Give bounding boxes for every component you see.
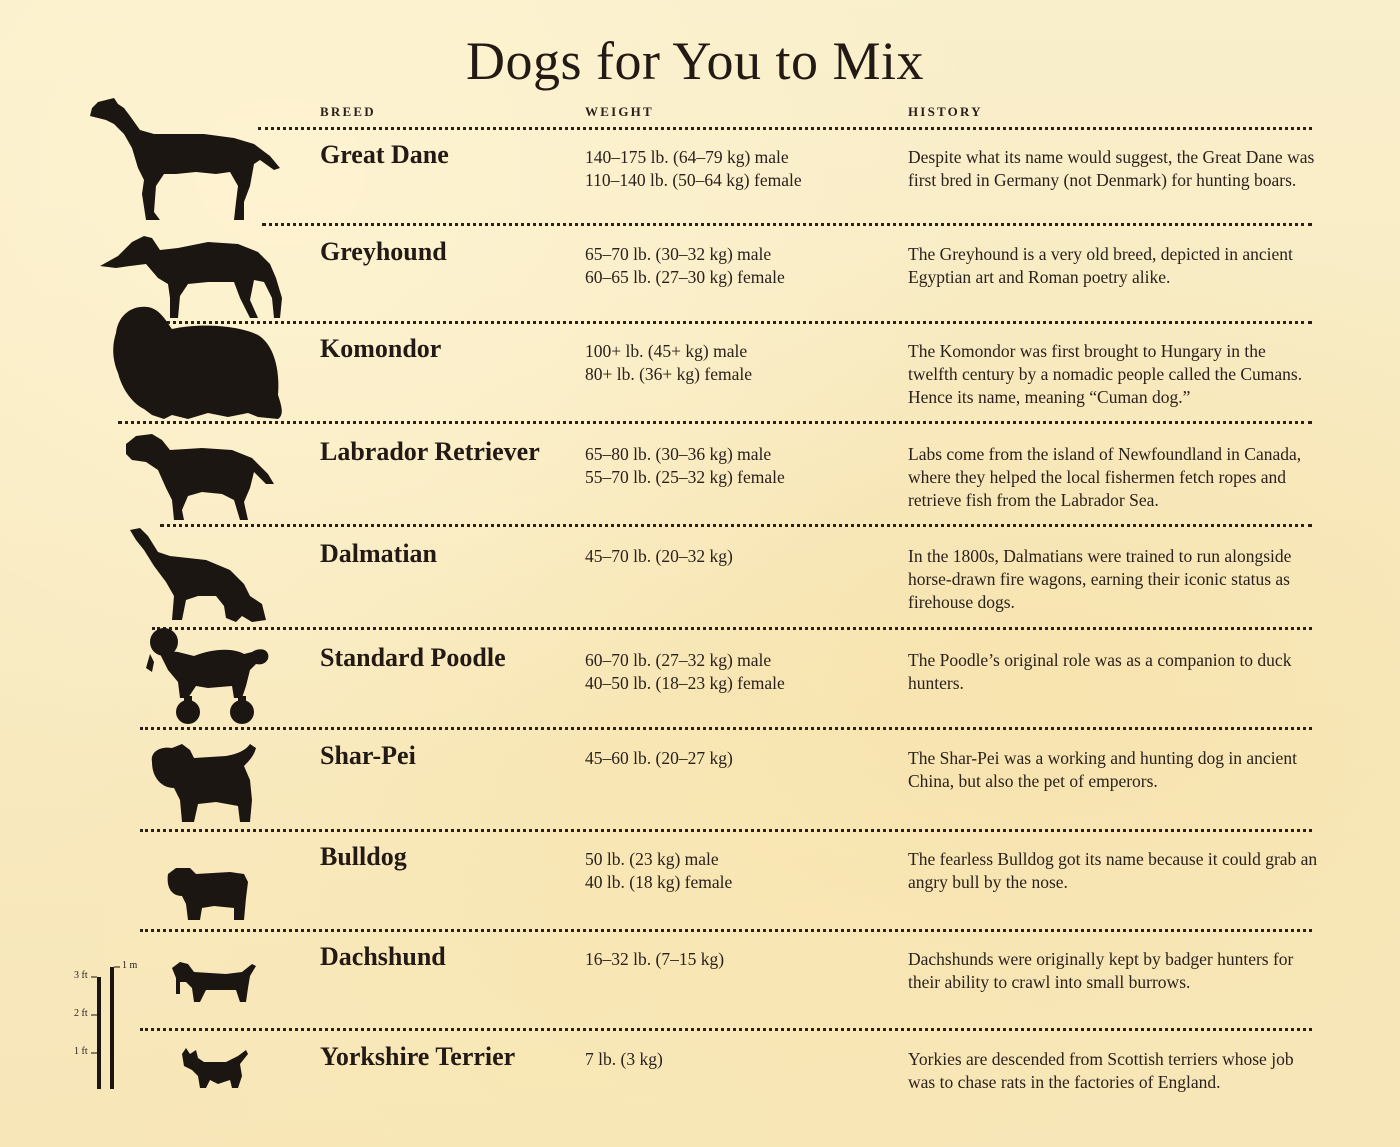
breed-weight: 140–175 lb. (64–79 kg) male 110–140 lb. (50–64 kg) female <box>585 147 802 190</box>
breed-history: Labs come from the island of Newfoundland in Canada, where they helped the local fishermen fetch ropes and retrieve fish from the Labrador Sea. <box>908 444 1302 510</box>
breed-name: Greyhound <box>320 237 447 266</box>
breed-history: Despite what its name would suggest, the Great Dane was first bred in Germany (not Denmark) for hunting boars. <box>908 147 1315 190</box>
breed-name: Shar-Pei <box>320 741 416 770</box>
history-column-header: HISTORY <box>908 104 983 119</box>
breed-weight: 50 lb. (23 kg) male 40 lb. (18 kg) female <box>585 849 733 892</box>
row-divider <box>152 627 1312 630</box>
breed-weight: 100+ lb. (45+ kg) male 80+ lb. (36+ kg) female <box>585 341 752 384</box>
row-divider <box>258 127 1312 130</box>
breed-history: The Shar-Pei was a working and hunting dog in ancient China, but also the pet of emperors. <box>908 748 1297 791</box>
breed-weight: 60–70 lb. (27–32 kg) male 40–50 lb. (18–23 kg) female <box>585 650 785 693</box>
row-divider <box>160 524 1312 527</box>
komondor-silhouette-icon <box>108 303 288 423</box>
breed-column-header: BREED <box>320 104 376 119</box>
breed-name: Labrador Retriever <box>320 437 540 466</box>
scale-label-3ft: 3 ft <box>74 970 88 981</box>
row-divider <box>118 421 1312 424</box>
shar-pei-silhouette-icon <box>146 740 261 828</box>
breed-name: Standard Poodle <box>320 643 506 672</box>
scale-label-1m: 1 m <box>122 960 138 971</box>
row-divider <box>140 929 1312 932</box>
page-title: Dogs for You to Mix <box>465 31 925 91</box>
breed-history: The Poodle’s original role was as a companion to duck hunters. <box>908 650 1292 693</box>
breed-history: In the 1800s, Dalmatians were trained to run alongside horse-drawn fire wagons, earning their iconic status as firehouse dogs. <box>908 546 1292 612</box>
breed-name: Great Dane <box>320 140 449 169</box>
bulldog-silhouette-icon <box>164 864 254 924</box>
row-divider <box>262 223 1312 226</box>
dalmatian-silhouette-icon <box>126 526 271 626</box>
row-divider <box>166 321 1312 324</box>
weight-column-header: WEIGHT <box>585 104 654 119</box>
great-dane-silhouette-icon <box>84 94 284 224</box>
breed-history: Dachshunds were originally kept by badger hunters for their ability to crawl into small burrows. <box>908 949 1294 992</box>
breed-weight: 7 lb. (3 kg) <box>585 1049 663 1069</box>
breed-name: Yorkshire Terrier <box>320 1042 516 1071</box>
breed-history: The Greyhound is a very old breed, depicted in ancient Egyptian art and Roman poetry alike. <box>908 244 1293 287</box>
scale-label-2ft: 2 ft <box>74 1008 88 1019</box>
breed-weight: 16–32 lb. (7–15 kg) <box>585 949 725 969</box>
breed-name: Bulldog <box>320 842 407 871</box>
breed-history: The fearless Bulldog got its name because it could grab an angry bull by the nose. <box>908 849 1318 892</box>
labrador-silhouette-icon <box>122 430 277 525</box>
breed-name: Komondor <box>320 334 442 363</box>
row-divider <box>140 829 1312 832</box>
breed-name: Dachshund <box>320 942 446 971</box>
dachshund-silhouette-icon <box>170 958 260 1006</box>
breed-weight: 45–60 lb. (20–27 kg) <box>585 748 733 768</box>
yorkie-silhouette-icon <box>178 1046 250 1092</box>
poodle-silhouette-icon <box>138 626 273 728</box>
breed-name: Dalmatian <box>320 539 437 568</box>
breed-history: Yorkies are descended from Scottish terriers whose job was to chase rats in the factories of England. <box>908 1049 1294 1092</box>
scale-label-1ft: 1 ft <box>74 1046 88 1057</box>
breed-weight: 65–80 lb. (30–36 kg) male 55–70 lb. (25–32 kg) female <box>585 444 785 487</box>
scale-ruler-icon <box>60 955 140 1095</box>
breed-weight: 65–70 lb. (30–32 kg) male 60–65 lb. (27–30 kg) female <box>585 244 785 287</box>
row-divider <box>140 1028 1312 1031</box>
breed-weight: 45–70 lb. (20–32 kg) <box>585 546 733 566</box>
breed-history: The Komondor was first brought to Hungary in the twelfth century by a nomadic people called the Cumans. Hence its name, meaning “Cuman dog.” <box>908 341 1303 407</box>
row-divider <box>140 727 1312 730</box>
